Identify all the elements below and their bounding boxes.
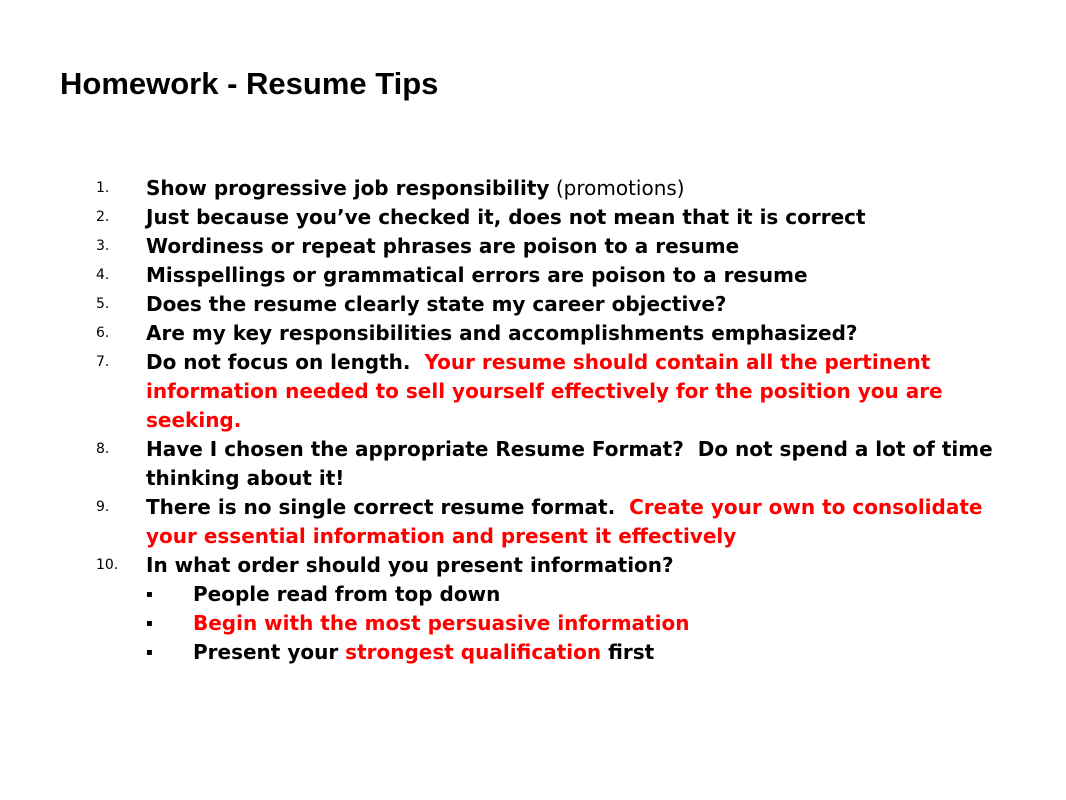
tip-text-black: Do not focus on length. (146, 350, 425, 374)
tip-number: 8. (96, 441, 110, 457)
square-bullet-icon: ▪ (146, 647, 153, 658)
tip-item-8 (96, 435, 1000, 493)
sub-item-text: People read from top down (193, 582, 501, 606)
tip-text: Are my key responsibilities and accomplishments emphasized? (146, 321, 858, 345)
tip-item-10 (96, 551, 996, 667)
tip-text-black: In what order should you present information? (146, 553, 674, 577)
tip-text: Misspellings or grammatical errors are poison to a resume (146, 263, 808, 287)
tip-item-3 (96, 232, 996, 261)
tip-number: 10. (96, 557, 119, 573)
sub-item-text (193, 638, 654, 667)
tip-item-4 (96, 261, 996, 290)
tip-text: Does the resume clearly state my career objective? (146, 292, 727, 316)
tip-text-red: Your resume should contain all the pertinent information needed to sell yourself effectively for the position you are seeking. (146, 350, 943, 432)
tip-text-normal: (promotions) (549, 176, 685, 200)
tip-text (146, 174, 996, 203)
tip-number: 2. (96, 209, 110, 225)
sub-item-text: Begin with the most persuasive information (193, 611, 690, 635)
sub-text-black: first (601, 640, 655, 664)
sub-text-red: strongest qualification (345, 640, 602, 664)
sub-list (146, 580, 996, 667)
page-title: Homework - Resume Tips (60, 66, 439, 101)
tips-list (96, 174, 1000, 667)
sub-item-3 (146, 638, 996, 667)
tip-item-9 (96, 493, 996, 551)
tip-number: 7. (96, 354, 110, 370)
tip-item-7 (96, 348, 996, 435)
tip-text: Just because you’ve checked it, does not mean that it is correct (146, 205, 866, 229)
square-bullet-icon: ▪ (146, 589, 153, 600)
tip-number: 4. (96, 267, 110, 283)
tip-text (146, 493, 996, 551)
tip-text: Have I chosen the appropriate Resume Format? Do not spend a lot of time thinking about it! (146, 437, 1000, 490)
tip-number: 6. (96, 325, 110, 341)
sub-item-2 (146, 609, 996, 638)
tip-text: Wordiness or repeat phrases are poison to a resume (146, 234, 740, 258)
tip-item-2 (96, 203, 996, 232)
tip-number: 1. (96, 180, 110, 196)
tip-text-black: There is no single correct resume format. (146, 495, 630, 519)
sub-item-1 (146, 580, 996, 609)
tip-number: 9. (96, 499, 110, 515)
sub-text-black: Present your (193, 640, 346, 664)
tip-text (146, 551, 996, 667)
tip-text (146, 348, 996, 435)
square-bullet-icon: ▪ (146, 618, 153, 629)
tip-number: 3. (96, 238, 110, 254)
tip-item-1 (96, 174, 996, 203)
tip-number: 5. (96, 296, 110, 312)
tip-item-5 (96, 290, 996, 319)
tip-item-6 (96, 319, 996, 348)
tip-text-red: Create your own to consolidate your essential information and present it effectively (146, 495, 983, 548)
tip-text-bold: Show progressive job responsibility (146, 176, 550, 200)
